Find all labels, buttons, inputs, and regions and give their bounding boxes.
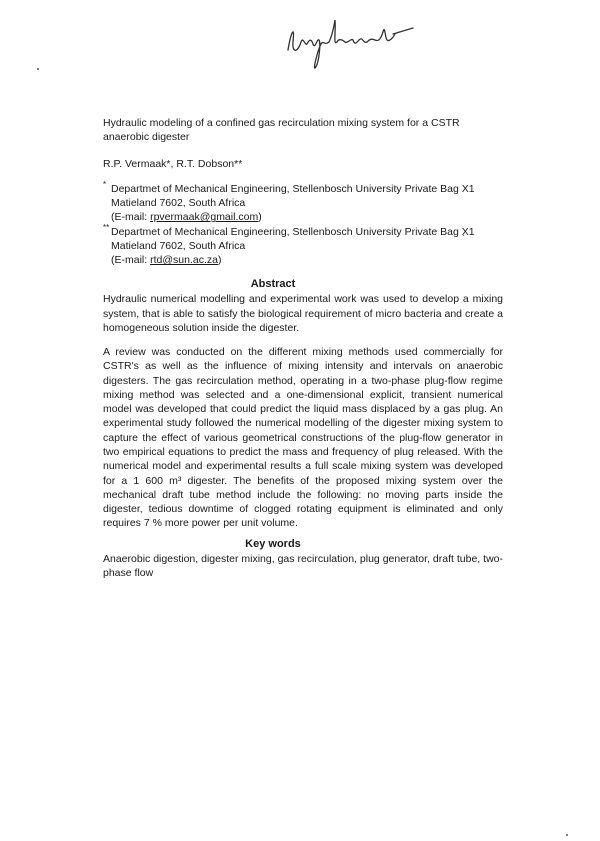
handwritten-signature (283, 12, 423, 72)
keywords-text: Anaerobic digestion, digester mixing, gas recirculation, plug generator, draft tube, two-phase flow (103, 552, 503, 579)
keywords-heading: Key words (245, 537, 301, 550)
email-link[interactable]: rpvermaak@gmail.com (150, 211, 259, 224)
affiliation-line: Matieland 7602, South Africa (111, 239, 246, 252)
affiliation-line: Matieland 7602, South Africa (111, 197, 246, 210)
email-suffix: ) (258, 211, 262, 224)
email-prefix: (E-mail: (111, 254, 151, 267)
affiliation-mark: ** (103, 222, 110, 232)
email-suffix: ) (217, 254, 222, 267)
scan-speck (37, 68, 39, 70)
abstract-heading: Abstract (250, 278, 296, 291)
affiliation-email-line (111, 253, 503, 267)
affiliation-email-line (111, 210, 503, 224)
affiliation-mark: * (103, 179, 107, 189)
abstract-paragraph: Hydraulic numerical modelling and experimental work was used to develop a mixing system, that is able to satisfy the biological requirement of micro bacteria and create a homogeneous solution inside the digester. (103, 293, 503, 334)
scan-speck (566, 834, 568, 836)
affiliation-2 (103, 222, 503, 268)
affiliation-line: Departmet of Mechanical Engineering, Stellenbosch University Private Bag X1 (111, 182, 475, 195)
affiliation-line: Departmet of Mechanical Engineering, Stellenbosch University Private Bag X1 (111, 225, 475, 238)
paper-body (103, 116, 503, 580)
affiliation-1 (103, 179, 503, 225)
abstract-paragraph: A review was conducted on the different mixing methods used commercially for CSTR's as well as the influence of mixing intensity and intervals on anaerobic digesters. The gas recirculation method, operating in a two-phase plug-flow regime mixing method was selected and a one-dimensional explicit, transient numerical model was developed that could predict the liquid mass displaced by a gas plug. An experimental study followed the numerical modelling of the digester mixing system to capture the effect of various geometrical constructions of the plug-flow generator in two empirical equations to predict the mass and frequency of plug released. With the numerical model and experimental results a full scale mixing system was developed for a 1 600 m³ digester. The benefits of the proposed mixing system over the mechanical draft tube method include the following: no moving parts inside the digester, tedious downtime of clogged rotating equipment is eliminated and only requires 7 % more power per unit volume. (103, 346, 503, 530)
paper-authors: R.P. Vermaak*, R.T. Dobson** (103, 157, 243, 170)
email-link[interactable]: rtd@sun.ac.za (150, 254, 218, 267)
email-prefix: (E-mail: (111, 211, 151, 224)
paper-title: Hydraulic modeling of a confined gas recirculation mixing system for a CSTR anaerobic digester (103, 117, 460, 144)
